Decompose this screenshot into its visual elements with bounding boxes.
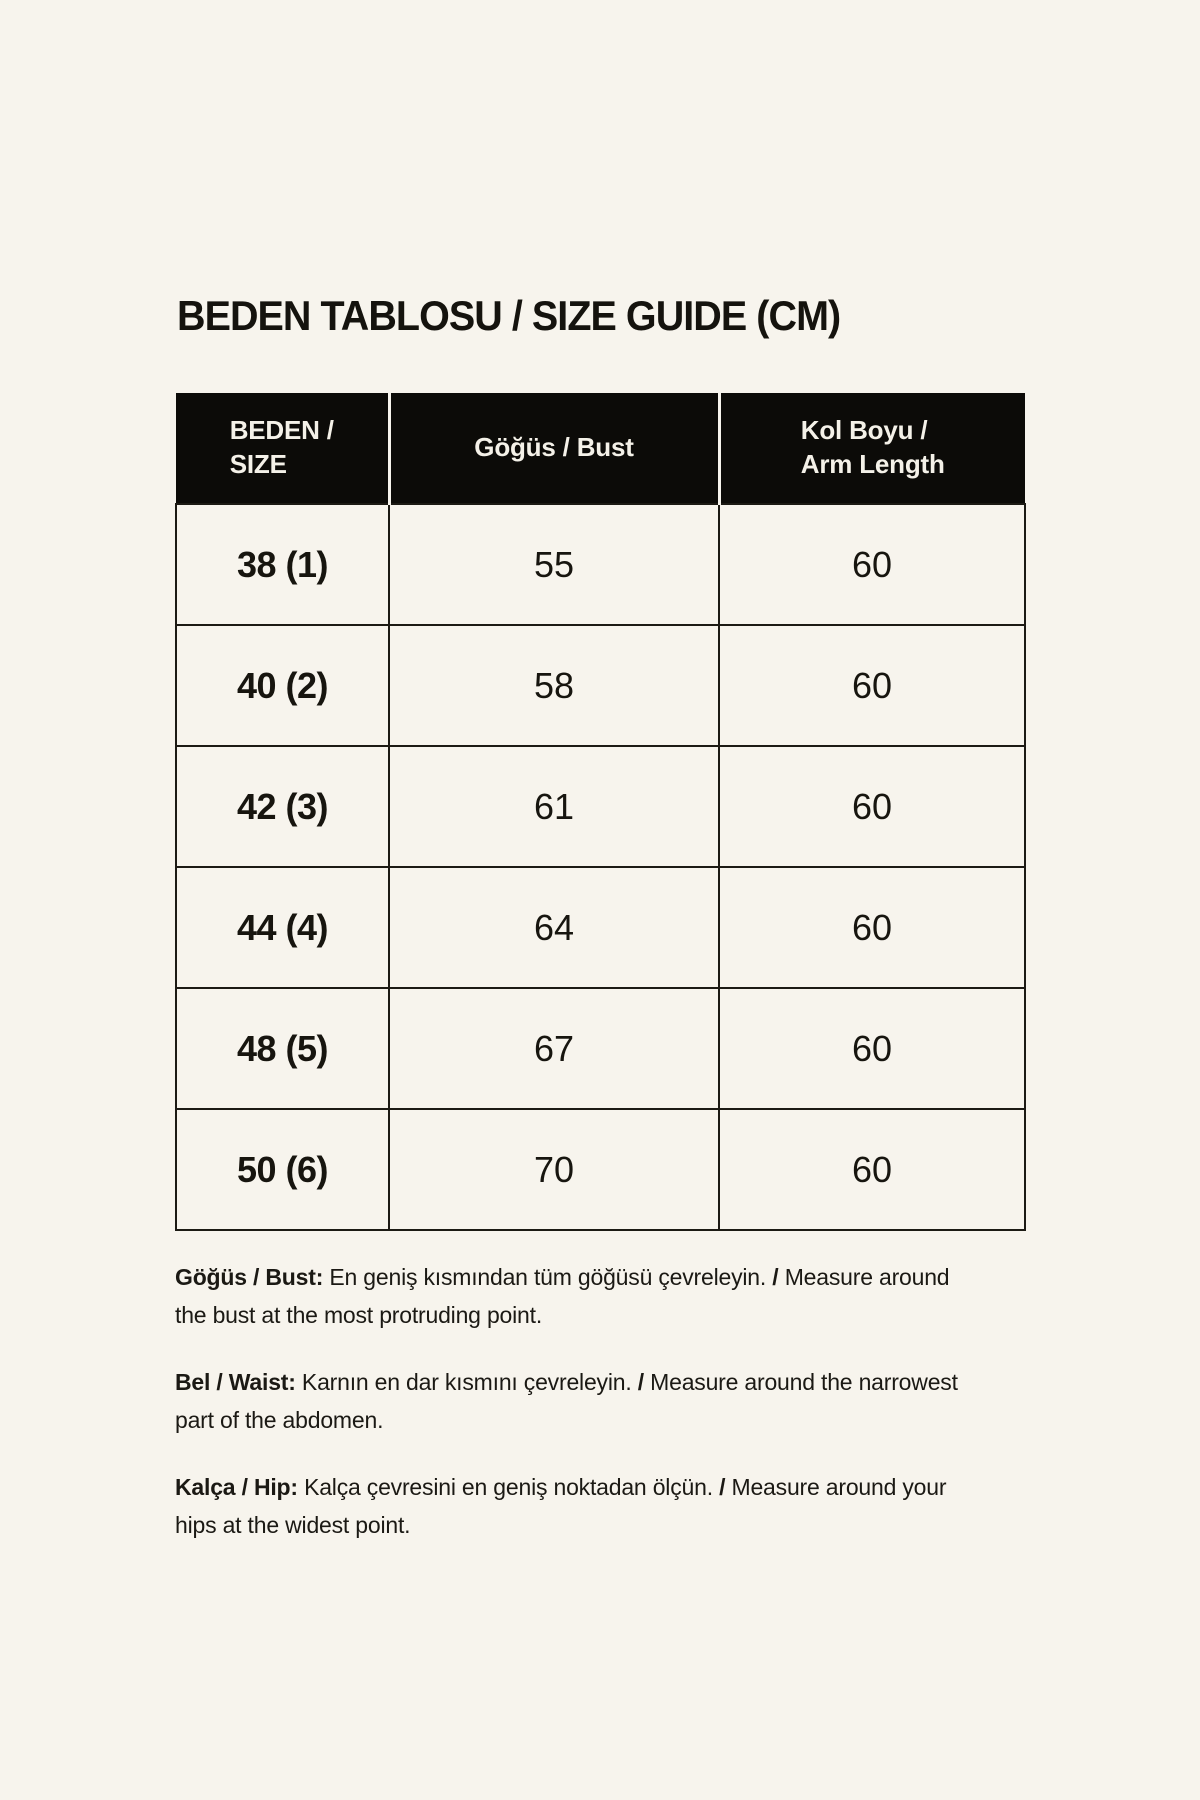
note-separator: / xyxy=(637,1369,644,1395)
cell-arm-length: 60 xyxy=(719,988,1025,1109)
cell-size: 42 (3) xyxy=(176,746,389,867)
page-title: BEDEN TABLOSU / SIZE GUIDE (CM) xyxy=(177,292,841,339)
size-guide-table xyxy=(175,393,1026,1231)
note-text-en: Measure around the narrowest part of the abdomen. xyxy=(175,1369,958,1433)
measurement-notes xyxy=(175,1258,965,1573)
cell-size: 38 (1) xyxy=(176,504,389,625)
cell-bust: 70 xyxy=(389,1109,719,1230)
note-text-tr: Karnın en dar kısmını çevreleyin. xyxy=(301,1369,632,1395)
note-separator: / xyxy=(719,1474,726,1500)
header-label-size: BEDEN / SIZE xyxy=(229,415,334,479)
table-row xyxy=(176,1109,1025,1230)
note-text-tr: En geniş kısmından tüm göğüsü çevreleyin. xyxy=(329,1264,767,1290)
cell-arm-length: 60 xyxy=(719,746,1025,867)
cell-bust: 58 xyxy=(389,625,719,746)
table-row xyxy=(176,625,1025,746)
note-label: Bel / Waist: xyxy=(175,1369,296,1395)
cell-bust: 55 xyxy=(389,504,719,625)
note-separator: / xyxy=(772,1264,779,1290)
note-text-tr: Kalça çevresini en geniş noktadan ölçün. xyxy=(304,1474,713,1500)
cell-bust: 67 xyxy=(389,988,719,1109)
note-bust xyxy=(175,1258,965,1334)
header-label-arm-length: Kol Boyu / Arm Length xyxy=(800,415,945,479)
note-hip xyxy=(175,1468,965,1544)
header-label-bust: Göğüs / Bust xyxy=(474,432,634,463)
table-row xyxy=(176,746,1025,867)
cell-arm-length: 60 xyxy=(719,504,1025,625)
cell-arm-length: 60 xyxy=(719,1109,1025,1230)
cell-size: 48 (5) xyxy=(176,988,389,1109)
table-header-row xyxy=(176,393,1025,504)
note-text-en: Measure around your hips at the widest point. xyxy=(175,1474,947,1538)
cell-size: 40 (2) xyxy=(176,625,389,746)
note-label: Göğüs / Bust: xyxy=(175,1264,324,1290)
cell-arm-length: 60 xyxy=(719,867,1025,988)
table-row xyxy=(176,867,1025,988)
cell-bust: 64 xyxy=(389,867,719,988)
note-waist xyxy=(175,1363,965,1439)
cell-size: 50 (6) xyxy=(176,1109,389,1230)
header-cell-bust xyxy=(389,393,719,504)
cell-bust: 61 xyxy=(389,746,719,867)
note-text-en: Measure around the bust at the most protruding point. xyxy=(175,1264,950,1328)
cell-size: 44 (4) xyxy=(176,867,389,988)
table-row xyxy=(176,988,1025,1109)
table-row xyxy=(176,504,1025,625)
header-cell-size xyxy=(176,393,389,504)
note-label: Kalça / Hip: xyxy=(175,1474,298,1500)
header-cell-arm-length xyxy=(719,393,1025,504)
cell-arm-length: 60 xyxy=(719,625,1025,746)
